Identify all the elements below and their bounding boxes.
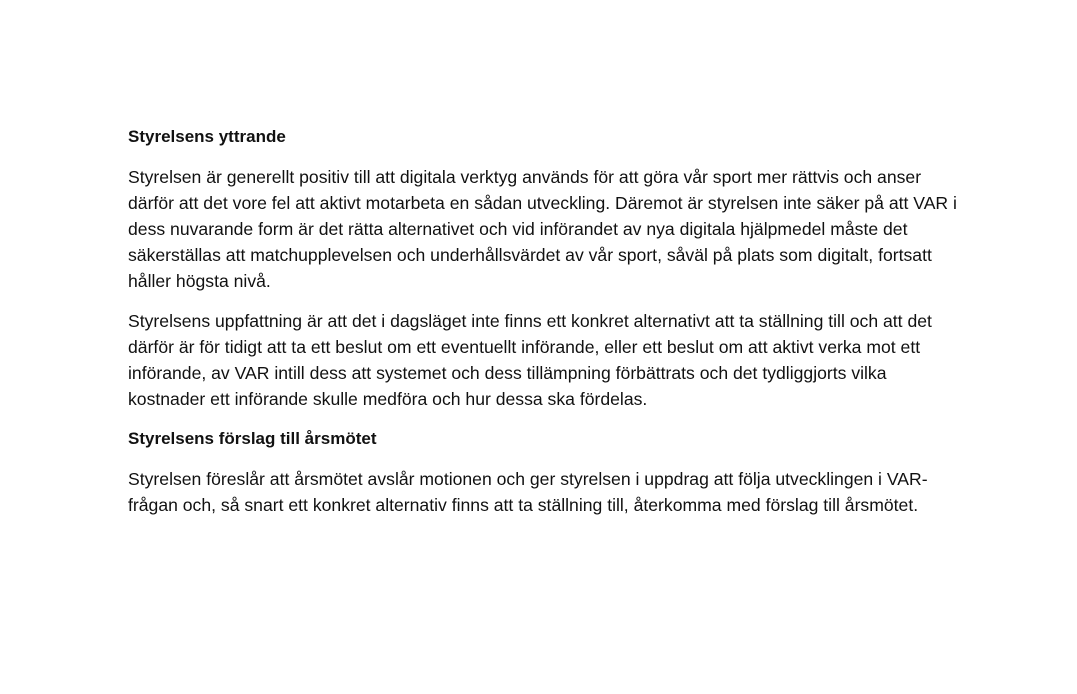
section-heading-yttrande: Styrelsens yttrande [128, 127, 286, 146]
paragraph-yttrande-1: Styrelsen är generellt positiv till att digitala verktyg används för att göra vår sport mer rättvis och anser därför att det vore fel att aktivt motarbeta en sådan utveckling. Däremot är styrelsen inte säker på att VAR i dess nuvarande form är det rätta alternativet och vid införandet av nya digitala hjälpmedel måste det säkerställas att matchupplevelsen och underhållsvärdet av vår sport, såväl på plats som digitalt, fortsatt håller högsta nivå. [128, 167, 957, 291]
paragraph-yttrande-2: Styrelsens uppfattning är att det i dagsläget inte finns ett konkret alternativt att ta ställning till och att det därför är för tidigt att ta ett beslut om ett eventuellt införande, eller ett beslut om att aktivt verka mot ett införande, av VAR intill dess att systemet och dess tillämpning förbättrats och det tydliggjorts vilka kostnader ett införande skulle medföra och hur dessa ska fördelas. [128, 311, 932, 409]
section-heading-forslag: Styrelsens förslag till årsmötet [128, 429, 377, 448]
document-body [128, 124, 958, 518]
paragraph-forslag-1: Styrelsen föreslår att årsmötet avslår motionen och ger styrelsen i uppdrag att följa utvecklingen i VAR-frågan och, så snart ett konkret alternativ finns att ta ställning till, återkomma med förslag till årsmötet. [128, 469, 928, 515]
